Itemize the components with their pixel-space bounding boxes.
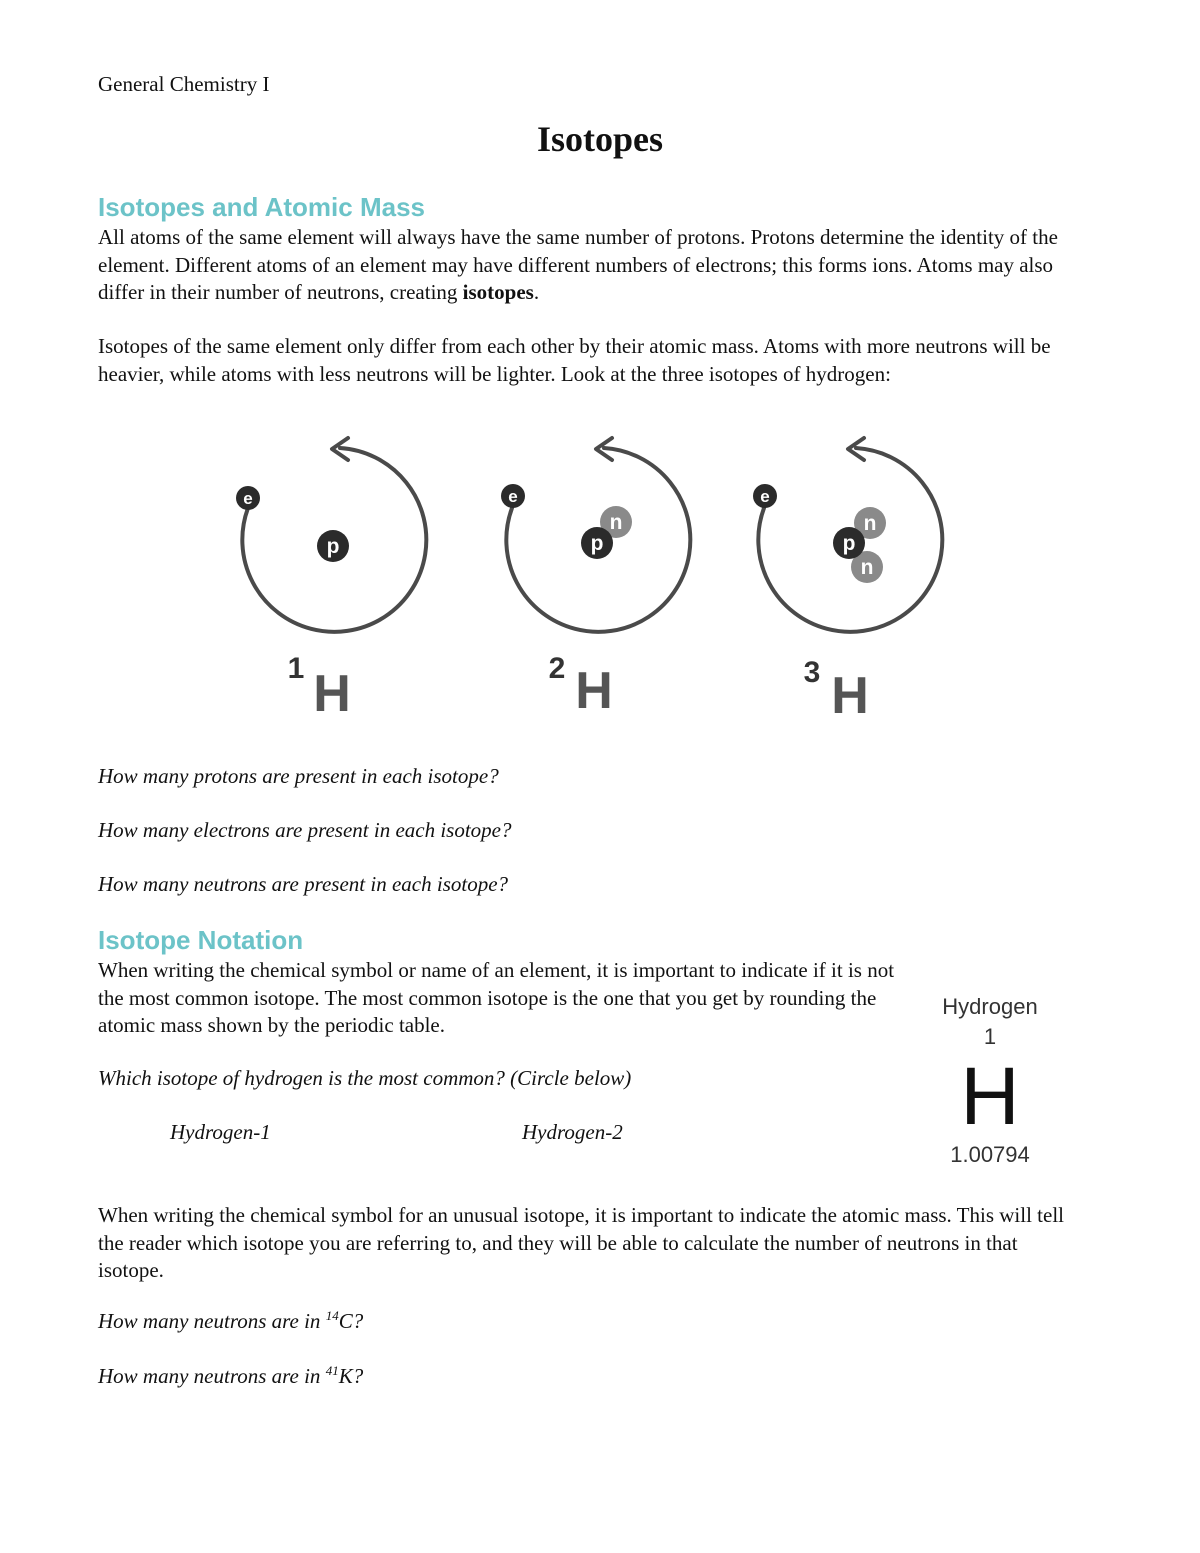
isotope-protium xyxy=(236,438,426,723)
notation-paragraph: When writing the chemical symbol or name of an element, it is important to indicate if it is not the most common isotope. The most common isotope is the one that you get by rounding the atomic mass shown by the periodic table. xyxy=(98,958,895,1037)
neutron-label: n xyxy=(863,512,877,535)
element-name: Hydrogen xyxy=(942,994,1038,1019)
question-electrons: How many electrons are present in each isotope? xyxy=(98,818,512,842)
isotope-deuterium xyxy=(501,438,690,720)
section-heading-atomic-mass: Isotopes and Atomic Mass xyxy=(98,192,425,222)
atomic-mass: 1.00794 xyxy=(950,1142,1030,1167)
unusual-isotope-paragraph: When writing the chemical symbol for an unusual isotope, it is important to indicate the atomic mass. This will tell the reader which isotope you are referring to, and they will be able to calculate the number of neutrons in that isotope. xyxy=(98,1203,1065,1282)
mass-superscript: 41 xyxy=(325,1363,339,1378)
section-heading-notation: Isotope Notation xyxy=(98,925,304,955)
question-symbol: K? xyxy=(338,1364,364,1388)
question-potassium-41 xyxy=(98,1363,363,1389)
page-title: Isotopes xyxy=(536,119,664,159)
course-header: General Chemistry I xyxy=(98,72,270,96)
question-carbon-14 xyxy=(98,1308,363,1334)
element-symbol: H xyxy=(313,665,351,723)
mass-number: 2 xyxy=(548,652,566,685)
proton-label: p xyxy=(326,535,340,558)
question-most-common: Which isotope of hydrogen is the most common? (Circle below) xyxy=(98,1066,632,1090)
question-symbol: C? xyxy=(338,1309,364,1333)
isotopes-term: isotopes xyxy=(462,280,534,304)
intro-paragraph xyxy=(98,224,1058,307)
mass-number: 3 xyxy=(803,656,821,689)
electron-label: e xyxy=(760,487,770,506)
isotope-tritium xyxy=(753,438,942,725)
element-symbol: H xyxy=(575,662,613,720)
neutron-label: n xyxy=(860,556,874,579)
element-symbol: H xyxy=(960,1051,1020,1142)
proton-label: p xyxy=(842,532,856,555)
hydrogen-element-card xyxy=(912,982,1068,1172)
question-text: How many neutrons are in xyxy=(98,1309,326,1333)
mass-paragraph: Isotopes of the same element only differ from each other by their atomic mass. Atoms with more neutrons will be heavier, while atoms with less neutrons will be lighter. Look at the three isotopes of hydrogen: xyxy=(98,334,1051,386)
neutron-label: n xyxy=(609,511,623,534)
electron-label: e xyxy=(508,487,518,506)
mass-number: 1 xyxy=(287,652,305,685)
intro-text: All atoms of the same element will always have the same number of protons. Protons determine the identity of the element. Different atoms of an element may have different numbers of electrons; this forms ions. Atoms may also differ in their number of neutrons, creating xyxy=(98,225,1058,304)
mass-superscript: 14 xyxy=(325,1308,339,1323)
intro-end: . xyxy=(533,280,540,304)
element-symbol: H xyxy=(831,667,869,725)
question-neutrons: How many neutrons are present in each isotope? xyxy=(98,872,509,896)
atomic-number: 1 xyxy=(983,1024,997,1049)
question-text: How many neutrons are in xyxy=(98,1364,326,1388)
hydrogen-isotopes-diagram xyxy=(200,430,980,730)
proton-label: p xyxy=(590,532,604,555)
choice-hydrogen-1[interactable]: Hydrogen-1 xyxy=(170,1120,271,1144)
electron-label: e xyxy=(243,489,253,508)
question-protons: How many protons are present in each isotope? xyxy=(98,764,499,788)
choice-hydrogen-2[interactable]: Hydrogen-2 xyxy=(522,1120,623,1144)
